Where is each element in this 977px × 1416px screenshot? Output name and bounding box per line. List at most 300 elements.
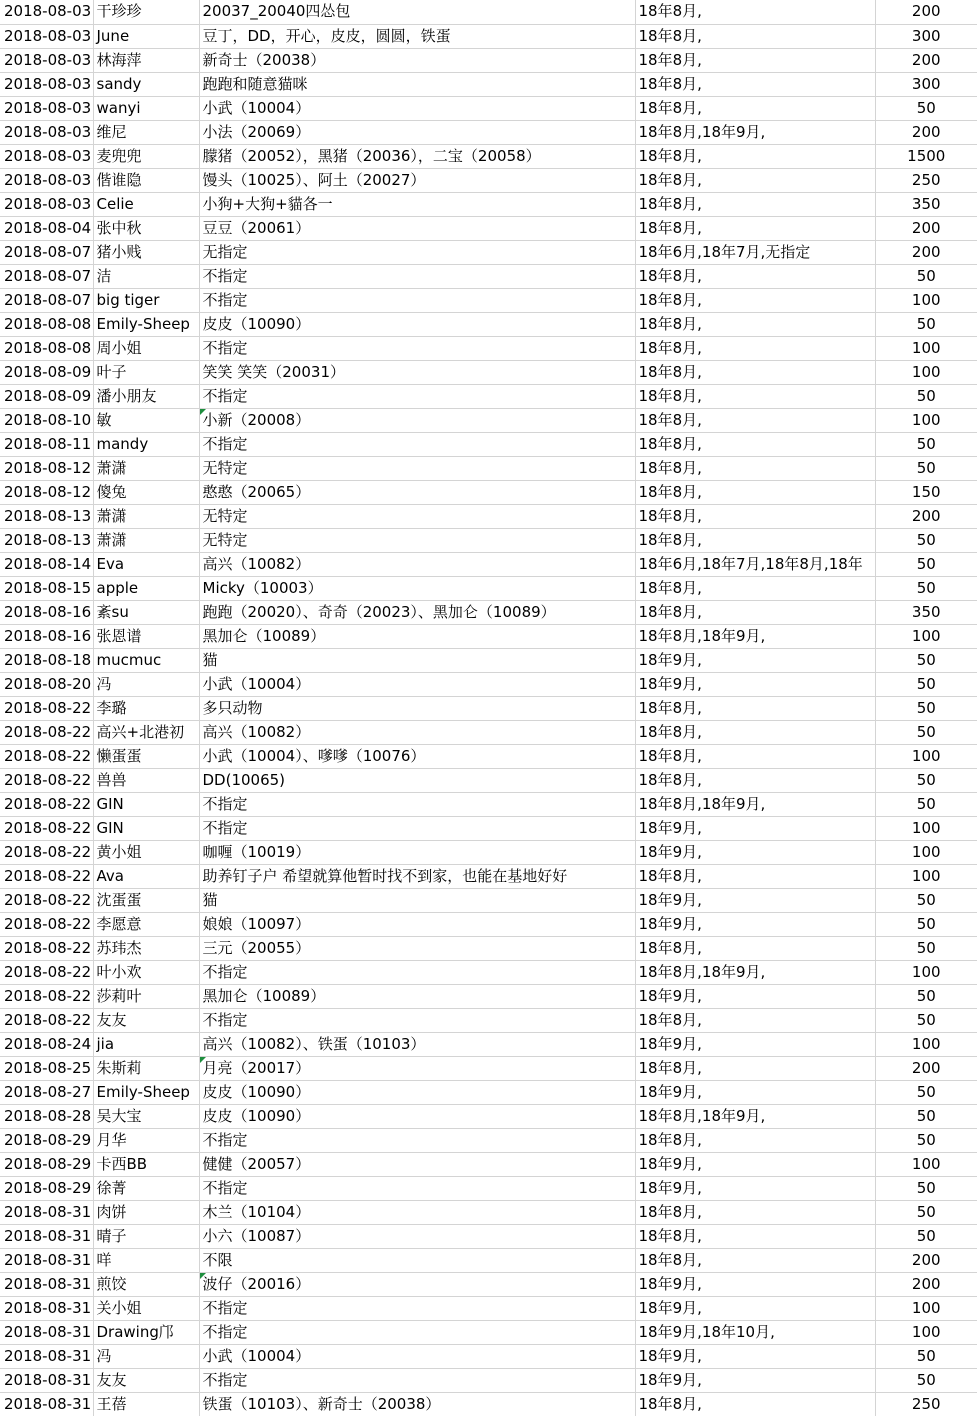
amount-cell[interactable]: 200 [875, 240, 977, 264]
date-cell[interactable]: 2018-08-22 [0, 696, 93, 720]
pet-cell[interactable]: 黑加仑（10089） [199, 624, 635, 648]
donor-name-cell[interactable]: 麦兜兜 [93, 144, 199, 168]
months-cell[interactable]: 18年8月, [635, 312, 875, 336]
amount-cell[interactable]: 50 [875, 1368, 977, 1392]
donor-name-cell[interactable]: June [93, 24, 199, 48]
months-cell[interactable]: 18年8月, [635, 288, 875, 312]
amount-cell[interactable]: 100 [875, 1152, 977, 1176]
pet-cell[interactable]: 新奇士（20038） [199, 48, 635, 72]
months-cell[interactable]: 18年8月, [635, 768, 875, 792]
pet-cell[interactable]: 不指定 [199, 792, 635, 816]
pet-cell[interactable]: 无特定 [199, 456, 635, 480]
amount-cell[interactable]: 350 [875, 192, 977, 216]
date-cell[interactable]: 2018-08-31 [0, 1224, 93, 1248]
months-cell[interactable]: 18年8月, [635, 600, 875, 624]
pet-cell[interactable]: 不指定 [199, 960, 635, 984]
donor-name-cell[interactable]: Ava [93, 864, 199, 888]
months-cell[interactable]: 18年8月, [635, 1224, 875, 1248]
months-cell[interactable]: 18年8月,18年9月, [635, 120, 875, 144]
amount-cell[interactable]: 200 [875, 1248, 977, 1272]
months-cell[interactable]: 18年8月, [635, 936, 875, 960]
date-cell[interactable]: 2018-08-29 [0, 1128, 93, 1152]
table-row [0, 672, 977, 696]
pet-cell[interactable]: 娘娘（10097） [199, 912, 635, 936]
pet-cell[interactable]: 高兴（10082）、铁蛋（10103） [199, 1032, 635, 1056]
amount-cell[interactable]: 200 [875, 48, 977, 72]
donor-name-cell[interactable]: 傻兔 [93, 480, 199, 504]
donor-name-cell[interactable]: 偕谁隐 [93, 168, 199, 192]
donor-name-cell[interactable]: 潘小朋友 [93, 384, 199, 408]
amount-cell[interactable]: 50 [875, 696, 977, 720]
donor-name-cell[interactable]: Emily-Sheep [93, 312, 199, 336]
months-cell[interactable]: 18年8月, [635, 336, 875, 360]
amount-cell[interactable]: 50 [875, 912, 977, 936]
donor-name-cell[interactable]: 莎莉叶 [93, 984, 199, 1008]
donor-name-cell[interactable]: GIN [93, 792, 199, 816]
donor-name-cell[interactable]: 李璐 [93, 696, 199, 720]
date-cell[interactable]: 2018-08-12 [0, 480, 93, 504]
donor-name-cell[interactable]: 猪小贱 [93, 240, 199, 264]
pet-cell[interactable]: 憨憨（20065） [199, 480, 635, 504]
pet-cell[interactable]: 无指定 [199, 240, 635, 264]
donor-name-cell[interactable]: 咩 [93, 1248, 199, 1272]
donor-name-cell[interactable]: 关小姐 [93, 1296, 199, 1320]
date-cell[interactable]: 2018-08-22 [0, 816, 93, 840]
date-cell[interactable]: 2018-08-31 [0, 1392, 93, 1416]
date-cell[interactable]: 2018-08-13 [0, 504, 93, 528]
pet-cell[interactable]: 小武（10004） [199, 1344, 635, 1368]
date-cell[interactable]: 2018-08-22 [0, 912, 93, 936]
amount-cell[interactable]: 50 [875, 984, 977, 1008]
amount-cell[interactable]: 50 [875, 456, 977, 480]
date-cell[interactable]: 2018-08-14 [0, 552, 93, 576]
months-cell[interactable]: 18年9月, [635, 1296, 875, 1320]
pet-cell[interactable]: 不指定 [199, 288, 635, 312]
amount-cell[interactable]: 50 [875, 312, 977, 336]
months-cell[interactable]: 18年6月,18年7月,18年8月,18年 [635, 552, 875, 576]
donor-name-cell[interactable]: 沈蛋蛋 [93, 888, 199, 912]
amount-cell[interactable]: 100 [875, 336, 977, 360]
pet-cell[interactable]: 不指定 [199, 1008, 635, 1032]
pet-cell[interactable]: 皮皮（10090） [199, 1104, 635, 1128]
donor-name-cell[interactable]: 懒蛋蛋 [93, 744, 199, 768]
donor-name-cell[interactable]: 洁 [93, 264, 199, 288]
date-cell[interactable]: 2018-08-03 [0, 96, 93, 120]
months-cell[interactable]: 18年9月, [635, 840, 875, 864]
donor-name-cell[interactable]: 朱斯莉 [93, 1056, 199, 1080]
months-cell[interactable]: 18年8月, [635, 1008, 875, 1032]
amount-cell[interactable]: 100 [875, 864, 977, 888]
donor-name-cell[interactable]: 冯 [93, 1344, 199, 1368]
months-cell[interactable]: 18年9月, [635, 1176, 875, 1200]
donor-name-cell[interactable]: wanyi [93, 96, 199, 120]
date-cell[interactable]: 2018-08-16 [0, 600, 93, 624]
months-cell[interactable]: 18年9月, [635, 1080, 875, 1104]
table-row [0, 984, 977, 1008]
donor-name-cell[interactable]: 叶小欢 [93, 960, 199, 984]
months-cell[interactable]: 18年8月, [635, 408, 875, 432]
donor-name-cell[interactable]: mandy [93, 432, 199, 456]
months-cell[interactable]: 18年8月, [635, 144, 875, 168]
date-cell[interactable]: 2018-08-22 [0, 888, 93, 912]
amount-cell[interactable]: 50 [875, 432, 977, 456]
months-cell[interactable]: 18年8月, [635, 504, 875, 528]
amount-cell[interactable]: 50 [875, 672, 977, 696]
pet-cell[interactable]: 不指定 [199, 1176, 635, 1200]
date-cell[interactable]: 2018-08-03 [0, 192, 93, 216]
table-row [0, 480, 977, 504]
date-cell[interactable]: 2018-08-11 [0, 432, 93, 456]
donor-name-cell[interactable]: 萧潇 [93, 504, 199, 528]
donor-name-cell[interactable]: 友友 [93, 1368, 199, 1392]
pet-cell[interactable]: 咖喱（10019） [199, 840, 635, 864]
pet-cell[interactable]: 不指定 [199, 1368, 635, 1392]
donor-name-cell[interactable]: 肉饼 [93, 1200, 199, 1224]
amount-cell[interactable]: 200 [875, 1056, 977, 1080]
amount-cell[interactable]: 50 [875, 1224, 977, 1248]
pet-cell[interactable]: 豆丁，DD，开心，皮皮，圆圆，铁蛋 [199, 24, 635, 48]
donor-name-cell[interactable]: 冯 [93, 672, 199, 696]
amount-cell[interactable]: 50 [875, 1080, 977, 1104]
pet-cell[interactable]: 不指定 [199, 1320, 635, 1344]
months-cell[interactable]: 18年8月, [635, 96, 875, 120]
months-cell[interactable]: 18年8月, [635, 216, 875, 240]
pet-cell[interactable]: 豆豆（20061） [199, 216, 635, 240]
donor-name-cell[interactable]: 干珍珍 [93, 0, 199, 24]
months-cell[interactable]: 18年8月, [635, 72, 875, 96]
amount-cell[interactable]: 100 [875, 840, 977, 864]
pet-cell[interactable]: 20037_20040四怂包 [199, 0, 635, 24]
amount-cell[interactable]: 50 [875, 1104, 977, 1128]
date-cell[interactable]: 2018-08-31 [0, 1296, 93, 1320]
pet-cell[interactable]: 皮皮（10090） [199, 312, 635, 336]
amount-cell[interactable]: 100 [875, 744, 977, 768]
donor-name-cell[interactable]: apple [93, 576, 199, 600]
months-cell[interactable]: 18年8月,18年9月, [635, 1104, 875, 1128]
date-cell[interactable]: 2018-08-08 [0, 312, 93, 336]
months-cell[interactable]: 18年8月,18年9月, [635, 960, 875, 984]
amount-cell[interactable]: 250 [875, 168, 977, 192]
donor-name-cell[interactable]: Emily-Sheep [93, 1080, 199, 1104]
date-cell[interactable]: 2018-08-03 [0, 72, 93, 96]
months-cell[interactable]: 18年8月,18年9月, [635, 624, 875, 648]
amount-cell[interactable]: 100 [875, 360, 977, 384]
months-cell[interactable]: 18年8月, [635, 744, 875, 768]
table-row [0, 336, 977, 360]
months-cell[interactable]: 18年8月, [635, 168, 875, 192]
pet-cell[interactable]: 小法（20069） [199, 120, 635, 144]
amount-cell[interactable]: 100 [875, 408, 977, 432]
amount-cell[interactable]: 200 [875, 216, 977, 240]
date-cell[interactable]: 2018-08-20 [0, 672, 93, 696]
date-cell[interactable]: 2018-08-03 [0, 168, 93, 192]
months-cell[interactable]: 18年9月, [635, 816, 875, 840]
months-cell[interactable]: 18年9月, [635, 1272, 875, 1296]
amount-cell[interactable]: 200 [875, 504, 977, 528]
date-cell[interactable]: 2018-08-22 [0, 864, 93, 888]
pet-cell[interactable]: 助养钉子户 希望就算他暂时找不到家，也能在基地好好 [199, 864, 635, 888]
pet-cell[interactable]: 馒头（10025）、阿土（20027） [199, 168, 635, 192]
amount-cell[interactable]: 50 [875, 384, 977, 408]
date-cell[interactable]: 2018-08-22 [0, 1008, 93, 1032]
pet-cell[interactable]: 不指定 [199, 816, 635, 840]
amount-cell[interactable]: 50 [875, 576, 977, 600]
months-cell[interactable]: 18年8月, [635, 456, 875, 480]
pet-cell[interactable]: 小武（10004）、嗲嗲（10076） [199, 744, 635, 768]
donor-name-cell[interactable]: big tiger [93, 288, 199, 312]
date-cell[interactable]: 2018-08-18 [0, 648, 93, 672]
donor-name-cell[interactable]: 黄小姐 [93, 840, 199, 864]
pet-cell[interactable]: 高兴（10082） [199, 552, 635, 576]
pet-cell[interactable]: 猫 [199, 648, 635, 672]
months-cell[interactable]: 18年8月, [635, 528, 875, 552]
date-cell[interactable]: 2018-08-24 [0, 1032, 93, 1056]
date-cell[interactable]: 2018-08-03 [0, 48, 93, 72]
amount-cell[interactable]: 100 [875, 816, 977, 840]
donor-name-cell[interactable]: 苏玮杰 [93, 936, 199, 960]
months-cell[interactable]: 18年9月, [635, 1032, 875, 1056]
amount-cell[interactable]: 50 [875, 528, 977, 552]
pet-cell[interactable]: 无特定 [199, 528, 635, 552]
months-cell[interactable]: 18年8月, [635, 864, 875, 888]
date-cell[interactable]: 2018-08-31 [0, 1344, 93, 1368]
months-cell[interactable]: 18年8月, [635, 576, 875, 600]
months-cell[interactable]: 18年9月, [635, 984, 875, 1008]
date-cell[interactable]: 2018-08-16 [0, 624, 93, 648]
months-cell[interactable]: 18年9月, [635, 672, 875, 696]
amount-cell[interactable]: 50 [875, 1344, 977, 1368]
amount-cell[interactable]: 50 [875, 552, 977, 576]
months-cell[interactable]: 18年8月, [635, 696, 875, 720]
months-cell[interactable]: 18年9月, [635, 912, 875, 936]
amount-cell[interactable]: 50 [875, 720, 977, 744]
amount-cell[interactable]: 150 [875, 480, 977, 504]
pet-cell[interactable]: 三元（20055） [199, 936, 635, 960]
date-cell[interactable]: 2018-08-22 [0, 768, 93, 792]
donor-name-cell[interactable]: Celie [93, 192, 199, 216]
date-cell[interactable]: 2018-08-22 [0, 720, 93, 744]
pet-cell[interactable]: 健健（20057） [199, 1152, 635, 1176]
date-cell[interactable]: 2018-08-13 [0, 528, 93, 552]
date-cell[interactable]: 2018-08-28 [0, 1104, 93, 1128]
months-cell[interactable]: 18年8月, [635, 1392, 875, 1416]
months-cell[interactable]: 18年9月,18年10月, [635, 1320, 875, 1344]
date-cell[interactable]: 2018-08-31 [0, 1320, 93, 1344]
donor-name-cell[interactable]: jia [93, 1032, 199, 1056]
amount-cell[interactable]: 50 [875, 1176, 977, 1200]
pet-cell[interactable]: 跑跑和随意猫咪 [199, 72, 635, 96]
date-cell[interactable]: 2018-08-07 [0, 288, 93, 312]
amount-cell[interactable]: 50 [875, 936, 977, 960]
date-cell[interactable]: 2018-08-09 [0, 384, 93, 408]
months-cell[interactable]: 18年8月, [635, 1248, 875, 1272]
pet-cell[interactable]: 铁蛋（10103）、新奇士（20038） [199, 1392, 635, 1416]
months-cell[interactable]: 18年8月, [635, 1128, 875, 1152]
date-cell[interactable]: 2018-08-29 [0, 1152, 93, 1176]
date-cell[interactable]: 2018-08-03 [4, 2, 92, 21]
pet-cell[interactable]: 黑加仑（10089） [199, 984, 635, 1008]
pet-cell[interactable]: 小武（10004） [199, 96, 635, 120]
donor-name-cell[interactable]: 萧潇 [93, 528, 199, 552]
pet-cell[interactable]: 猫 [199, 888, 635, 912]
date-cell[interactable]: 2018-08-03 [0, 144, 93, 168]
pet-cell[interactable]: 不指定 [199, 264, 635, 288]
pet-cell[interactable]: DD(10065) [199, 768, 635, 792]
donor-name-cell[interactable]: Drawing邝 [93, 1320, 199, 1344]
months-cell[interactable]: 18年8月, [635, 192, 875, 216]
date-cell[interactable]: 2018-08-31 [0, 1368, 93, 1392]
donor-name-cell[interactable]: mucmuc [93, 648, 199, 672]
amount-cell[interactable]: 100 [875, 1296, 977, 1320]
pet-cell[interactable]: 木兰（10104） [199, 1200, 635, 1224]
donor-name-cell[interactable]: 兽兽 [93, 768, 199, 792]
date-cell[interactable]: 2018-08-27 [0, 1080, 93, 1104]
donor-name-cell[interactable]: 友友 [93, 1008, 199, 1032]
months-cell[interactable]: 18年8月, [635, 24, 875, 48]
amount-cell[interactable]: 250 [875, 1392, 977, 1416]
donor-name-cell[interactable]: 叶子 [93, 360, 199, 384]
donor-name-cell[interactable]: 王蓓 [93, 1392, 199, 1416]
pet-cell[interactable]: 多只动物 [199, 696, 635, 720]
amount-cell[interactable]: 100 [875, 1032, 977, 1056]
months-cell[interactable]: 18年9月, [635, 1152, 875, 1176]
amount-cell[interactable]: 50 [875, 792, 977, 816]
pet-cell[interactable]: Micky（10003） [199, 576, 635, 600]
table-row [0, 1368, 977, 1392]
months-cell[interactable]: 18年8月, [635, 0, 875, 24]
months-cell[interactable]: 18年8月, [635, 1056, 875, 1080]
months-cell[interactable]: 18年9月, [635, 888, 875, 912]
pet-cell[interactable]: 不指定 [199, 432, 635, 456]
pet-cell[interactable]: 皮皮（10090） [199, 1080, 635, 1104]
date-cell[interactable]: 2018-08-04 [0, 216, 93, 240]
months-cell[interactable]: 18年8月,18年9月, [635, 792, 875, 816]
donor-name-cell[interactable]: 萧潇 [93, 456, 199, 480]
date-cell[interactable]: 2018-08-22 [0, 840, 93, 864]
amount-cell[interactable]: 100 [875, 960, 977, 984]
amount-cell[interactable]: 100 [875, 1320, 977, 1344]
months-cell[interactable]: 18年8月, [635, 48, 875, 72]
date-cell[interactable]: 2018-08-25 [0, 1056, 93, 1080]
amount-cell[interactable]: 50 [875, 1200, 977, 1224]
date-cell[interactable]: 2018-08-22 [0, 744, 93, 768]
months-cell[interactable]: 18年9月, [635, 1368, 875, 1392]
date-cell[interactable]: 2018-08-07 [0, 240, 93, 264]
date-cell[interactable]: 2018-08-31 [0, 1248, 93, 1272]
donor-name-cell[interactable]: 维尼 [93, 120, 199, 144]
pet-cell[interactable]: 跑跑（20020）、奇奇（20023）、黑加仑（10089） [199, 600, 635, 624]
months-cell[interactable]: 18年8月, [635, 432, 875, 456]
pet-cell[interactable]: 不指定 [199, 336, 635, 360]
amount-cell[interactable]: 50 [875, 96, 977, 120]
donor-name-cell[interactable]: 月华 [93, 1128, 199, 1152]
donor-name-cell[interactable]: 晴子 [93, 1224, 199, 1248]
amount-cell[interactable]: 50 [875, 1128, 977, 1152]
donor-name-cell[interactable]: 周小姐 [93, 336, 199, 360]
date-cell[interactable]: 2018-08-22 [0, 792, 93, 816]
amount-cell[interactable]: 300 [875, 24, 977, 48]
donor-name-cell[interactable]: 吴大宝 [93, 1104, 199, 1128]
amount-cell[interactable]: 200 [875, 0, 977, 24]
amount-cell[interactable]: 50 [875, 264, 977, 288]
date-cell[interactable]: 2018-08-22 [0, 960, 93, 984]
pet-cell[interactable]: 小新（20008） [199, 408, 635, 432]
date-cell[interactable]: 2018-08-03 [0, 120, 93, 144]
donor-name-cell[interactable]: 林海萍 [93, 48, 199, 72]
months-cell[interactable]: 18年8月, [635, 480, 875, 504]
donor-name-cell[interactable]: 敏 [93, 408, 199, 432]
donor-name-cell[interactable]: GIN [93, 816, 199, 840]
donor-name-cell[interactable]: sandy [93, 72, 199, 96]
months-cell[interactable]: 18年8月, [635, 264, 875, 288]
date-cell[interactable]: 2018-08-15 [0, 576, 93, 600]
date-cell[interactable]: 2018-08-22 [0, 984, 93, 1008]
date-cell[interactable]: 2018-08-10 [0, 408, 93, 432]
date-cell[interactable]: 2018-08-31 [0, 1272, 93, 1296]
pet-cell[interactable]: 笑笑 笑笑（20031） [199, 360, 635, 384]
date-cell[interactable]: 2018-08-22 [0, 936, 93, 960]
months-cell[interactable]: 18年8月, [635, 720, 875, 744]
date-cell[interactable]: 2018-08-08 [0, 336, 93, 360]
date-cell[interactable]: 2018-08-03 [0, 24, 93, 48]
pet-cell[interactable]: 小武（10004） [199, 672, 635, 696]
pet-cell[interactable]: 朦猪（20052），黑猪（20036），二宝（20058） [199, 144, 635, 168]
date-cell[interactable]: 2018-08-31 [0, 1200, 93, 1224]
amount-cell[interactable]: 50 [875, 648, 977, 672]
pet-cell[interactable]: 不指定 [199, 1296, 635, 1320]
donor-name-cell[interactable]: 煎饺 [93, 1272, 199, 1296]
donor-name-cell[interactable]: 张恩谱 [93, 624, 199, 648]
months-cell[interactable]: 18年6月,18年7月,无指定 [635, 240, 875, 264]
amount-cell[interactable]: 100 [875, 288, 977, 312]
amount-cell[interactable]: 200 [875, 120, 977, 144]
amount-cell[interactable]: 50 [875, 888, 977, 912]
donor-name-cell[interactable]: 高兴+北港初 [93, 720, 199, 744]
months-cell[interactable]: 18年8月, [635, 384, 875, 408]
date-cell[interactable]: 2018-08-29 [0, 1176, 93, 1200]
amount-cell[interactable]: 1500 [875, 144, 977, 168]
pet-cell[interactable]: 不指定 [199, 1128, 635, 1152]
donor-name-cell[interactable]: 徐菁 [93, 1176, 199, 1200]
date-cell[interactable]: 2018-08-07 [0, 264, 93, 288]
pet-cell[interactable]: 月亮（20017） [199, 1056, 635, 1080]
pet-cell[interactable]: 不指定 [199, 384, 635, 408]
amount-cell[interactable]: 50 [875, 1008, 977, 1032]
amount-cell[interactable]: 350 [875, 600, 977, 624]
amount-cell[interactable]: 200 [875, 1272, 977, 1296]
pet-cell[interactable]: 小六（10087） [199, 1224, 635, 1248]
donor-name-cell[interactable]: Eva [93, 552, 199, 576]
pet-cell[interactable]: 波仔（20016） [199, 1272, 635, 1296]
months-cell[interactable]: 18年9月, [635, 1344, 875, 1368]
pet-cell[interactable]: 不限 [199, 1248, 635, 1272]
donor-name-cell[interactable]: 卡西BB [93, 1152, 199, 1176]
donor-name-cell[interactable]: 紊su [93, 600, 199, 624]
date-cell[interactable]: 2018-08-12 [0, 456, 93, 480]
amount-cell[interactable]: 50 [875, 768, 977, 792]
pet-cell[interactable]: 无特定 [199, 504, 635, 528]
pet-cell[interactable]: 小狗+大狗+貓各一 [199, 192, 635, 216]
donor-name-cell[interactable]: 张中秋 [93, 216, 199, 240]
months-cell[interactable]: 18年9月, [635, 648, 875, 672]
amount-cell[interactable]: 300 [875, 72, 977, 96]
pet-cell[interactable]: 高兴（10082） [199, 720, 635, 744]
months-cell[interactable]: 18年8月, [635, 1200, 875, 1224]
date-cell[interactable]: 2018-08-09 [0, 360, 93, 384]
amount-cell[interactable]: 100 [875, 624, 977, 648]
months-cell[interactable]: 18年8月, [635, 360, 875, 384]
donor-name-cell[interactable]: 李愿意 [93, 912, 199, 936]
